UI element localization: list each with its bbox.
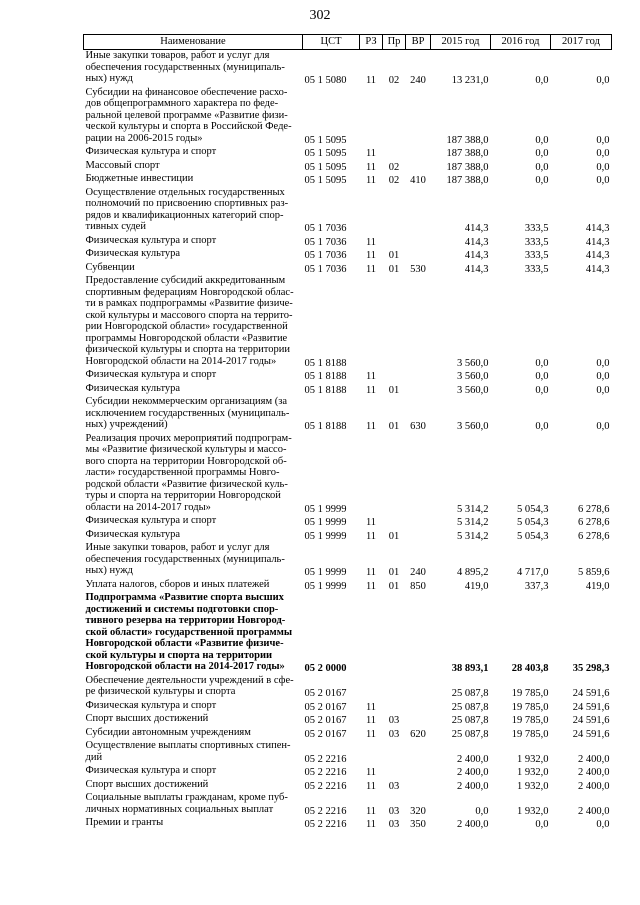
row-2015: 25 087,8 (451, 728, 489, 740)
row-2015: 5 314,2 (457, 530, 489, 542)
table-header (84, 35, 612, 50)
row-cst: 05 1 5095 (304, 161, 347, 173)
row-vr (406, 515, 431, 529)
row-cst: 05 1 8188 (304, 371, 347, 382)
row-2017: 6 278,6 (578, 503, 610, 515)
row-rz: 11 (365, 421, 377, 432)
table-row (84, 579, 612, 593)
row-pr: 03 (388, 715, 400, 726)
row-2017: 2 400,0 (578, 805, 610, 817)
row-2016: 1 932,0 (517, 805, 549, 817)
row-2016: 0,0 (535, 161, 549, 173)
row-name: Осуществление отдельных государственных полномочий по присвоению спортивных раз-рядов и квалификационных категорий спор-тивных судей (85, 186, 289, 232)
row-rz: 11 (365, 371, 377, 382)
row-name: Реализация прочих мероприятий подпрограм-мы «Развитие физической культуры и массо-вого спорта на территории Новгородской об-ласти» государственной программы Новго-родской области «Развитие физической куль-туры и спорта на территории Новгородской области на 2014-2017 годы» (85, 432, 292, 513)
row-vr (406, 146, 431, 160)
row-2017: 0,0 (596, 371, 610, 382)
row-pr: 03 (388, 780, 400, 792)
table-row (84, 275, 612, 369)
table-body (84, 50, 612, 831)
header-vr: ВР (406, 35, 431, 50)
row-2016: 337,3 (524, 580, 549, 592)
row-rz: 11 (365, 715, 377, 726)
row-2015: 0,0 (475, 805, 489, 817)
row-2017: 6 278,6 (578, 530, 610, 542)
row-rz (360, 740, 383, 765)
row-rz: 11 (365, 161, 377, 173)
row-rz: 11 (365, 701, 377, 713)
row-cst: 05 1 5080 (304, 75, 347, 86)
row-2016: 1 932,0 (517, 753, 549, 765)
row-2017: 0,0 (596, 148, 610, 159)
row-name: Уплата налогов, сборов и иных платежей (85, 578, 270, 590)
row-vr (406, 275, 431, 369)
table-row (84, 187, 612, 235)
row-cst: 05 2 0000 (304, 663, 347, 674)
row-rz: 11 (365, 767, 377, 778)
row-vr (406, 779, 431, 793)
table-row (84, 592, 612, 675)
row-cst: 05 2 0167 (304, 715, 347, 726)
row-cst: 05 1 9999 (304, 567, 347, 578)
row-pr (383, 275, 406, 369)
row-name: Физическая культура и спорт (85, 515, 217, 526)
table-row (84, 700, 612, 714)
row-2016: 28 403,8 (511, 663, 549, 674)
table-row (84, 529, 612, 543)
table-row (84, 713, 612, 727)
row-2017: 2 400,0 (578, 767, 610, 778)
row-pr: 01 (388, 530, 400, 542)
row-cst: 05 2 0167 (304, 728, 347, 740)
row-2016: 0,0 (535, 148, 549, 159)
row-2015: 3 560,0 (457, 421, 489, 432)
row-cst: 05 1 7036 (304, 223, 347, 234)
table-row (84, 675, 612, 700)
row-2016: 0,0 (535, 819, 549, 830)
table-row (84, 433, 612, 516)
row-vr (406, 713, 431, 727)
row-2017: 2 400,0 (578, 780, 610, 792)
row-cst: 05 1 5095 (304, 148, 347, 159)
row-name: Физическая культура (85, 248, 181, 259)
row-cst: 05 2 0167 (304, 701, 347, 713)
table-row (84, 779, 612, 793)
row-pr (383, 592, 406, 675)
row-cst: 05 1 7036 (304, 263, 347, 275)
row-cst: 05 2 0167 (304, 688, 347, 699)
table-row (84, 262, 612, 276)
row-pr: 03 (388, 819, 400, 830)
row-2015: 3 560,0 (457, 357, 489, 369)
row-name: Субвенции (85, 261, 135, 273)
row-2015: 187 388,0 (446, 161, 489, 173)
row-2015: 2 400,0 (457, 780, 489, 792)
row-vr (406, 160, 431, 174)
row-name: Бюджетные инвестиции (85, 173, 194, 184)
row-2016: 0,0 (535, 421, 549, 432)
row-vr: 240 (410, 567, 426, 578)
row-rz (360, 675, 383, 700)
row-cst: 05 1 9999 (304, 517, 347, 528)
row-2016: 19 785,0 (511, 701, 549, 713)
row-name: Физическая культура и спорт (85, 234, 217, 246)
row-rz: 11 (365, 250, 377, 261)
row-vr (406, 765, 431, 779)
row-name: Физическая культура (85, 528, 181, 540)
row-2017: 0,0 (596, 421, 610, 432)
table-row (84, 369, 612, 383)
row-2017: 0,0 (596, 175, 610, 186)
row-cst: 05 2 2216 (304, 767, 347, 778)
table-row (84, 87, 612, 147)
row-pr (383, 515, 406, 529)
row-2016: 333,5 (524, 236, 549, 248)
row-cst: 05 1 5095 (304, 175, 347, 186)
row-cst: 05 1 5095 (304, 134, 347, 146)
row-2015: 3 560,0 (457, 371, 489, 382)
row-name: Физическая культура и спорт (85, 146, 217, 157)
row-pr (383, 433, 406, 516)
row-2016: 0,0 (535, 357, 549, 369)
row-2017: 414,3 (585, 236, 610, 248)
row-vr (406, 592, 431, 675)
row-rz: 11 (365, 75, 377, 86)
row-2017: 24 591,6 (572, 701, 610, 713)
row-2015: 187 388,0 (446, 148, 489, 159)
row-2015: 419,0 (464, 580, 489, 592)
row-2016: 0,0 (535, 175, 549, 186)
row-pr (383, 87, 406, 147)
row-vr: 850 (410, 580, 426, 592)
row-name: Подпрограмма «Развитие спорта высших достижений и системы подготовки спор-тивного резерва на территории Новгород-ской области» государственной программы Новгородской области «Развитие физиче-ской культуры и спорта на территории Новгородской области на 2014-2017 годы» (85, 592, 293, 672)
row-2015: 3 560,0 (457, 384, 489, 396)
row-pr: 01 (388, 263, 400, 275)
row-rz: 11 (365, 728, 377, 740)
row-name: Массовый спорт (85, 159, 160, 171)
row-2016: 5 054,3 (517, 517, 549, 528)
row-pr: 01 (388, 567, 400, 578)
row-vr (406, 700, 431, 714)
row-rz (360, 592, 383, 675)
table-row (84, 383, 612, 397)
row-2017: 0,0 (596, 819, 610, 830)
row-name: Физическая культура и спорт (85, 699, 217, 711)
row-vr (406, 369, 431, 383)
row-cst: 05 1 8188 (304, 357, 347, 369)
row-rz (360, 87, 383, 147)
row-2015: 4 895,2 (457, 567, 489, 578)
row-name: Иные закупки товаров, работ и услуг для обеспечения государственных (муниципаль-ных) нужд (85, 50, 285, 84)
row-vr: 530 (410, 263, 426, 275)
row-2016: 5 054,3 (517, 530, 549, 542)
row-vr (406, 740, 431, 765)
row-pr (383, 740, 406, 765)
row-2017: 2 400,0 (578, 753, 610, 765)
row-pr (383, 675, 406, 700)
header-name: Наименование (84, 35, 303, 50)
header-pr: Пр (383, 35, 406, 50)
row-name: Физическая культура (85, 382, 181, 394)
row-name: Социальные выплаты гражданам, кроме пуб-личных нормативных социальных выплат (85, 792, 288, 815)
row-pr: 01 (388, 384, 400, 396)
row-vr: 320 (410, 805, 426, 817)
row-2015: 25 087,8 (451, 701, 489, 713)
row-name: Осуществление выплаты спортивных стипен-дий (85, 740, 291, 763)
row-rz: 11 (365, 530, 377, 542)
row-2016: 333,5 (524, 223, 549, 234)
row-name: Субсидии автономным учреждениям (85, 726, 251, 738)
row-2015: 414,3 (464, 223, 489, 234)
row-name: Спорт высших достижений (85, 778, 209, 790)
row-cst: 05 1 8188 (304, 384, 347, 396)
row-2015: 5 314,2 (457, 517, 489, 528)
row-name: Предоставление субсидий аккредитованным спортивным федерациям Новгородской облас-ти в рамках подпрограммы «Развитие физиче-ской культуры и массового спорта на террито-рии Новгородской области» государственной программы Новгородской области «Развитие физической культуры и спорта на территории Новгородской области на 2014-2017 годы» (85, 275, 294, 367)
row-vr: 410 (410, 175, 426, 186)
row-vr: 350 (410, 819, 426, 830)
row-name: Спорт высших достижений (85, 713, 209, 724)
table-row (84, 515, 612, 529)
row-rz: 11 (365, 148, 377, 159)
row-pr: 02 (388, 161, 400, 173)
row-vr: 240 (410, 75, 426, 86)
row-pr: 01 (388, 250, 400, 261)
row-vr (406, 248, 431, 262)
row-rz (360, 187, 383, 235)
row-cst: 05 1 9999 (304, 580, 347, 592)
row-pr: 01 (388, 580, 400, 592)
row-vr (406, 529, 431, 543)
table-row (84, 248, 612, 262)
table-row (84, 740, 612, 765)
table-row (84, 50, 612, 87)
row-2017: 5 859,6 (578, 567, 610, 578)
row-2016: 1 932,0 (517, 767, 549, 778)
row-2017: 414,3 (585, 263, 610, 275)
row-pr: 02 (388, 75, 400, 86)
row-cst: 05 1 9999 (304, 530, 347, 542)
row-rz: 11 (365, 263, 377, 275)
row-2016: 0,0 (535, 75, 549, 86)
row-name: Иные закупки товаров, работ и услуг для обеспечения государственных (муниципаль-ных) нужд (85, 542, 285, 576)
row-pr (383, 700, 406, 714)
row-vr (406, 187, 431, 235)
row-2017: 0,0 (596, 357, 610, 369)
row-2016: 19 785,0 (511, 715, 549, 726)
row-2017: 0,0 (596, 384, 610, 396)
row-rz (360, 433, 383, 516)
row-2017: 35 298,3 (572, 663, 610, 674)
table-row (84, 235, 612, 249)
table-row (84, 160, 612, 174)
row-vr: 620 (410, 728, 426, 740)
row-2016: 333,5 (524, 250, 549, 261)
header-rz: РЗ (360, 35, 383, 50)
row-vr (406, 675, 431, 700)
row-rz: 11 (365, 517, 377, 528)
row-2016: 4 717,0 (517, 567, 549, 578)
row-name: Физическая культура и спорт (85, 765, 217, 776)
row-pr: 03 (388, 728, 400, 740)
row-pr (383, 235, 406, 249)
row-2017: 24 591,6 (572, 715, 610, 726)
table-row (84, 817, 612, 831)
row-pr (383, 369, 406, 383)
row-2017: 0,0 (596, 134, 610, 146)
row-vr (406, 87, 431, 147)
row-pr: 02 (388, 175, 400, 186)
row-pr (383, 146, 406, 160)
row-2016: 0,0 (535, 384, 549, 396)
header-cst: ЦСТ (303, 35, 360, 50)
row-2017: 24 591,6 (572, 728, 610, 740)
row-2016: 19 785,0 (511, 728, 549, 740)
row-pr (383, 765, 406, 779)
row-2015: 5 314,2 (457, 503, 489, 515)
row-rz: 11 (365, 805, 377, 817)
row-2016: 0,0 (535, 371, 549, 382)
row-cst: 05 1 9999 (304, 503, 347, 515)
row-rz: 11 (365, 780, 377, 792)
row-cst: 05 2 2216 (304, 805, 347, 817)
row-rz: 11 (365, 819, 377, 830)
table-row (84, 792, 612, 817)
row-name: Субсидии некоммерческим организациям (за исключением государственных (муниципаль-ных) учреждений) (85, 396, 290, 430)
page-number: 302 (309, 8, 331, 23)
row-rz: 11 (365, 384, 377, 396)
row-2017: 419,0 (585, 580, 610, 592)
table-row (84, 765, 612, 779)
row-vr (406, 433, 431, 516)
row-2015: 187 388,0 (446, 134, 489, 146)
row-cst: 05 1 7036 (304, 250, 347, 261)
row-2015: 2 400,0 (457, 753, 489, 765)
header-2017: 2017 год (551, 35, 612, 50)
row-2017: 24 591,6 (572, 688, 610, 699)
row-cst: 05 2 2216 (304, 753, 347, 765)
table-row (84, 727, 612, 741)
row-2015: 25 087,8 (451, 715, 489, 726)
row-2016: 19 785,0 (511, 688, 549, 699)
row-2017: 0,0 (596, 75, 610, 86)
table-row (84, 542, 612, 579)
header-2015: 2015 год (431, 35, 491, 50)
row-2015: 13 231,0 (451, 75, 489, 86)
table-row (84, 173, 612, 187)
row-rz: 11 (365, 567, 377, 578)
row-2017: 414,3 (585, 250, 610, 261)
row-2015: 25 087,8 (451, 688, 489, 699)
row-cst: 05 1 7036 (304, 236, 347, 248)
budget-table (83, 34, 612, 831)
row-rz (360, 275, 383, 369)
row-2016: 5 054,3 (517, 503, 549, 515)
table-row (84, 396, 612, 433)
row-2015: 414,3 (464, 236, 489, 248)
row-2016: 0,0 (535, 134, 549, 146)
row-cst: 05 1 8188 (304, 421, 347, 432)
row-rz: 11 (365, 236, 377, 248)
row-2016: 1 932,0 (517, 780, 549, 792)
row-rz: 11 (365, 580, 377, 592)
row-2015: 414,3 (464, 263, 489, 275)
row-vr (406, 383, 431, 397)
row-2016: 333,5 (524, 263, 549, 275)
row-cst: 05 2 2216 (304, 819, 347, 830)
table-row (84, 146, 612, 160)
row-name: Обеспечение деятельности учреждений в сфе-ре физической культуры и спорта (85, 674, 294, 697)
row-2017: 6 278,6 (578, 517, 610, 528)
row-2015: 2 400,0 (457, 819, 489, 830)
row-2015: 414,3 (464, 250, 489, 261)
row-2015: 38 893,1 (451, 663, 489, 674)
row-name: Физическая культура и спорт (85, 369, 217, 380)
row-2017: 414,3 (585, 223, 610, 234)
row-rz: 11 (365, 175, 377, 186)
header-2016: 2016 год (491, 35, 551, 50)
row-vr (406, 235, 431, 249)
row-vr: 630 (410, 421, 426, 432)
row-pr: 01 (388, 421, 400, 432)
row-cst: 05 2 2216 (304, 780, 347, 792)
row-pr (383, 187, 406, 235)
row-name: Субсидии на финансовое обеспечение расхо-дов общепрограммного характера по феде-ральной целевой программе «Развитие физи-ческой культуры и спорта в Российской Феде-рации на 2006-2015 годы» (85, 86, 292, 144)
row-2015: 2 400,0 (457, 767, 489, 778)
row-name: Премии и гранты (85, 817, 164, 828)
row-2017: 0,0 (596, 161, 610, 173)
row-2015: 187 388,0 (446, 175, 489, 186)
row-pr: 03 (388, 805, 400, 817)
